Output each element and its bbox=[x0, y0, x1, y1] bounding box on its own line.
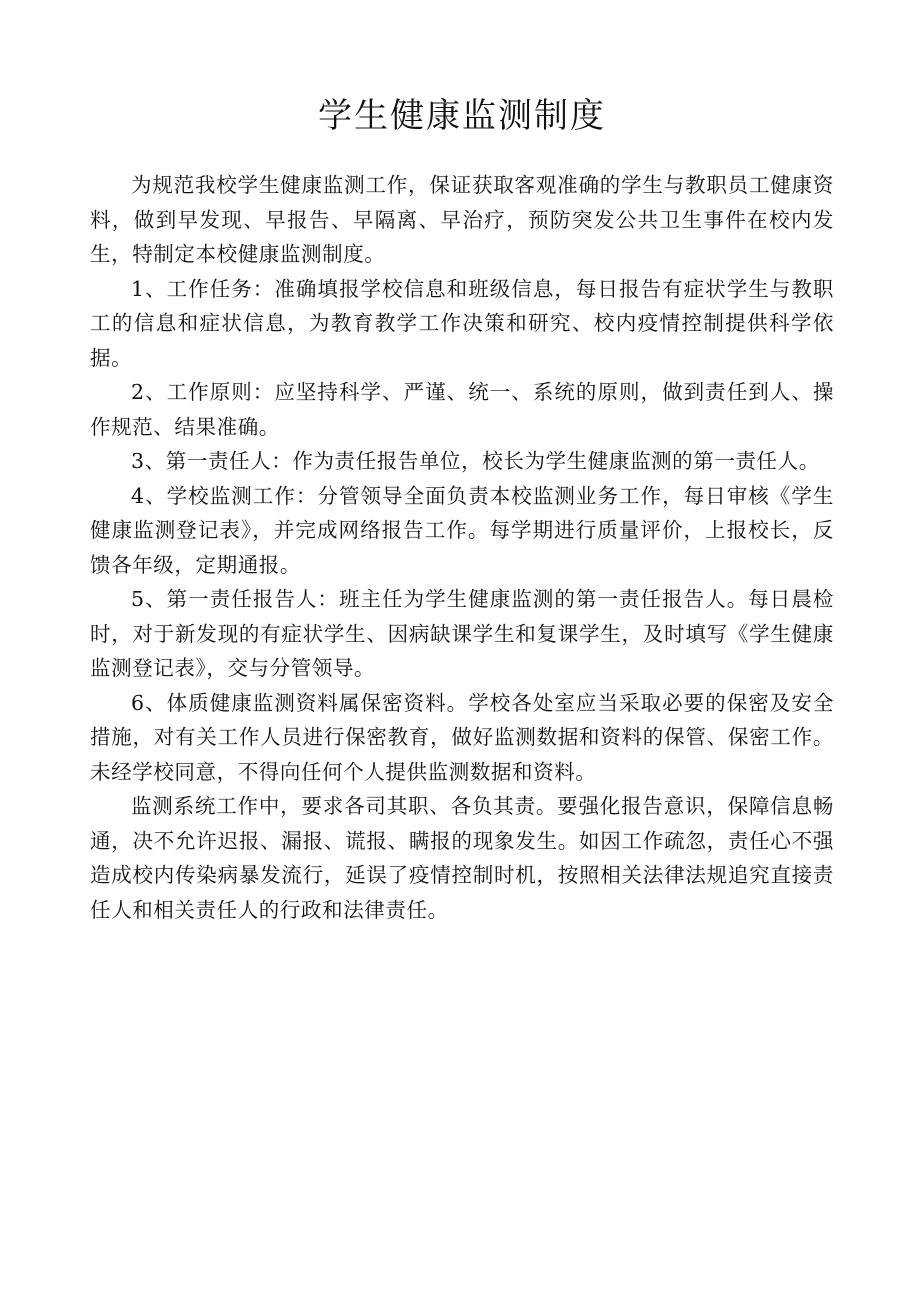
first-reporter-paragraph: 5、第一责任报告人：班主任为学生健康监测的第一责任报告人。每日晨检时，对于新发现的有症状学生、因病缺课学生和复课学生，及时填写《学生健康监测登记表》，交与分管领导。 bbox=[90, 587, 834, 680]
closing-paragraph: 监测系统工作中，要求各司其职、各负其责。要强化报告意识，保障信息畅通，决不允许迟报、漏报、谎报、瞒报的现象发生。如因工作疏忽，责任心不强造成校内传染病暴发流行，延误了疫情控制时机，按照相关法律法规追究直接责任人和相关责任人的行政和法律责任。 bbox=[90, 794, 834, 922]
work-principle-paragraph: 2、工作原则：应坚持科学、严谨、统一、系统的原则，做到责任到人、操作规范、结果准确。 bbox=[90, 380, 834, 439]
confidentiality-paragraph: 6、体质健康监测资料属保密资料。学校各处室应当采取必要的保密及安全措施，对有关工作人员进行保密教育，做好监测数据和资料的保管、保密工作。未经学校同意，不得向任何个人提供监测数据和资料。 bbox=[90, 690, 834, 784]
first-responsible-person-paragraph: 3、第一责任人：作为责任报告单位，校长为学生健康监测的第一责任人。 bbox=[131, 449, 820, 473]
intro-paragraph: 为规范我校学生健康监测工作，保证获取客观准确的学生与教职员工健康资料，做到早发现、早报告、早隔离、早治疗，预防突发公共卫生事件在校内发生，特制定本校健康监测制度。 bbox=[90, 173, 834, 266]
school-monitoring-paragraph: 4、学校监测工作：分管领导全面负责本校监测业务工作，每日审核《学生健康监测登记表》，并完成网络报告工作。每学期进行质量评价，上报校长，反馈各年级，定期通报。 bbox=[90, 483, 834, 577]
document-title: 学生健康监测制度 bbox=[318, 96, 606, 136]
work-task-paragraph: 1、工作任务：准确填报学校信息和班级信息，每日报告有症状学生与教职工的信息和症状信息，为教育教学工作决策和研究、校内疫情控制提供科学依据。 bbox=[90, 276, 834, 370]
